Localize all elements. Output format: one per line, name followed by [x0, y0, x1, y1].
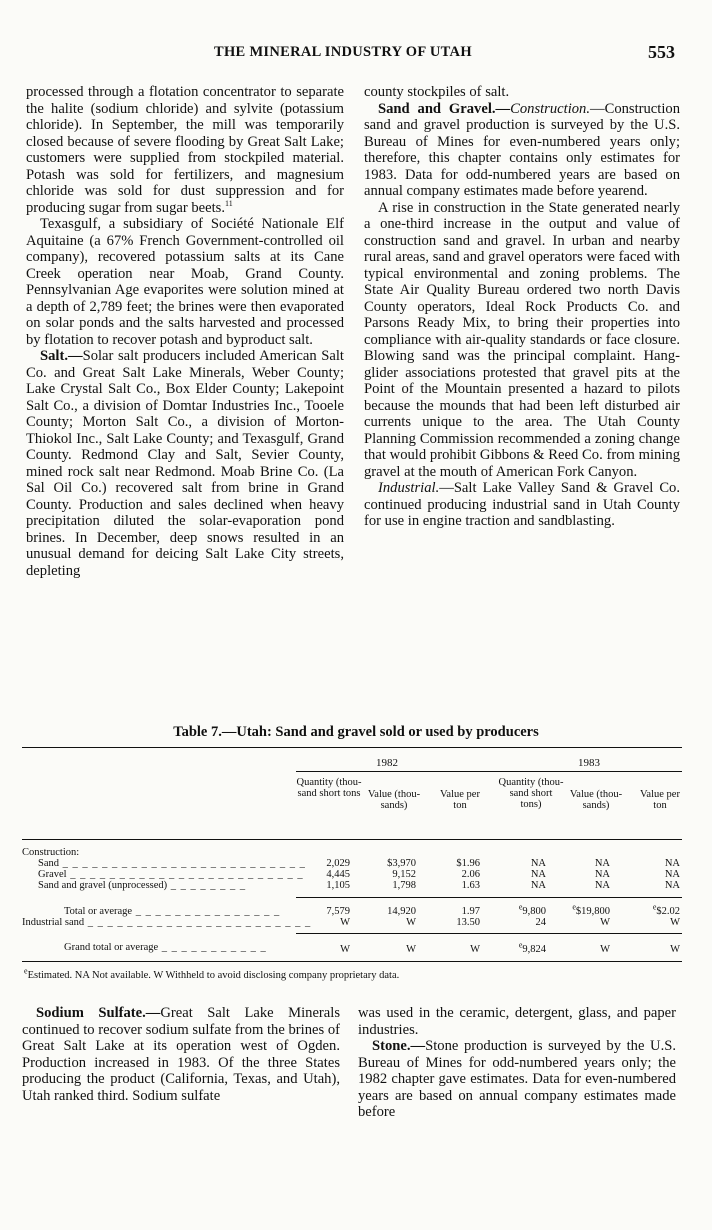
- table-cell: 1.63: [461, 880, 480, 891]
- section-heading: Sand and Gravel.—: [378, 100, 511, 117]
- col-head-quantity-1982: Quantity (thou-sand short tons: [296, 777, 362, 799]
- table-cell: 1,798: [392, 880, 416, 891]
- table-cell: 2.06: [461, 869, 480, 880]
- table-title: Table 7.—Utah: Sand and gravel sold or used by producers: [173, 724, 539, 740]
- paragraph-salt: Salt.—Solar salt producers included American Salt Co. and Great Salt Lake Minerals, Weber County; Lake Crystal Salt Co., Box Elder County; Lakepoint Salt Co., a division of Domtar Industries Inc., Tooele County; Morton Salt Co., a division of Morton-Thiokol Inc., Salt Lake County; and Texasgulf, Grand County. Redmond Clay and Salt, Sevier County, mined rock salt near Redmond. Moab Brine Co. (La Sal Oil Co.) recovered salt from brine in Grand County. Production and sales declined when heavy precipitation diluted the solar-evaporation pond brines. In December, deep snows resulted in an unusual demand for deicing Salt Lake City streets, depleting: [26, 348, 344, 579]
- table-cell: 13.50: [456, 917, 480, 928]
- table-cell: W: [600, 944, 610, 955]
- table-cell: 1.97: [461, 906, 480, 917]
- table-cell: W: [340, 944, 350, 955]
- year-1983: 1983: [578, 757, 600, 769]
- table-row-label: Gravel _ _ _ _ _ _ _ _ _ _ _ _ _ _ _ _ _ _ _ _ _ _ _ _: [38, 869, 304, 880]
- row-label-construction: Construction:: [22, 847, 80, 858]
- section-heading: Stone.—: [372, 1038, 426, 1054]
- table-cell: NA: [530, 880, 546, 891]
- table-bottom-rule: [22, 961, 682, 962]
- running-title: THE MINERAL INDUSTRY OF UTAH: [214, 44, 472, 60]
- paragraph: A rise in construction in the State generated nearly a one-third increase in the output and value of construction sand and gravel. In urban and nearby rural areas, sand and gravel operators were faced with typical environmental and zoning problems. The State Air Quality Bureau ordered two north Davis County operators, Ideal Rock Products Co. and Parsons Ready Mix, to bring their properties into compliance with air-quality standards or face closure. Blowing sand was the principal complaint. Hang-glider associations protested that gravel pits at the Point of the Mountain presented a hazard to pilots because the mounds that had been left disturbed air currents unique to the area. The Utah County Planning Commission recommended a zoning change that would prohibit Gibbons & Reed Co. from mining gravel at the mouth of American Fork Canyon.: [364, 199, 680, 480]
- table-cell: $3,970: [387, 858, 416, 869]
- section-heading: Salt.—: [40, 348, 83, 364]
- table-cell: 1,105: [326, 880, 350, 891]
- column-2: [364, 84, 680, 530]
- year-1982: 1982: [376, 757, 398, 769]
- paragraph-sodium-sulfate: Sodium Sulfate.—Great Salt Lake Minerals continued to recover sodium sulfate from the brines of Great Salt Lake at its operation west of Ogden. Production increased in 1983. Of the three States producing the product (California, Texas, and Utah), Utah ranked third. Sodium sulfate: [22, 1005, 340, 1104]
- col-head-per-ton-1983: Value per ton: [640, 789, 680, 811]
- column-4: [358, 1005, 676, 1121]
- table-cell: 7,579: [326, 906, 350, 917]
- table-cell: $^e$\$2.02: [652, 902, 680, 917]
- section-heading: Sodium Sulfate.—: [36, 1005, 161, 1021]
- col-head-quantity-1983: Quantity (thou-sand short tons): [498, 777, 564, 810]
- table-cell: NA: [530, 869, 546, 880]
- col-head-value-1983: Value (thou-sands): [569, 789, 623, 811]
- subtotal-rule: [296, 897, 682, 898]
- paragraph: was used in the ceramic, detergent, glass, and paper industries.: [358, 1005, 676, 1038]
- table-cell: W: [470, 944, 480, 955]
- table-cell: NA: [530, 858, 546, 869]
- table-footnote: $^e$Estimated. NA Not available. W Withheld to avoid disclosing company proprietary data.: [24, 966, 400, 981]
- table-cell: NA: [664, 880, 680, 891]
- table-row-label: Sand _ _ _ _ _ _ _ _ _ _ _ _ _ _ _ _ _ _ _ _ _ _ _ _ _: [38, 858, 306, 869]
- subsection-heading: Industrial.: [378, 480, 440, 496]
- col-head-value-1982: Value (thou-sands): [367, 789, 421, 811]
- table-cell: NA: [664, 869, 680, 880]
- page-number: 553: [648, 42, 675, 62]
- paragraph: county stockpiles of salt.: [364, 84, 510, 100]
- total-rule: [296, 933, 682, 934]
- table-cell: W: [340, 917, 350, 928]
- paragraph-industrial: Industrial.—Salt Lake Valley Sand & Gravel Co. continued producing industrial sand in Utah County for use in engine traction and sandblasting.: [364, 480, 680, 529]
- table-cell: $^e$9,800: [518, 902, 546, 917]
- table-row-label: Total or average _ _ _ _ _ _ _ _ _ _ _ _ _ _ _: [64, 906, 281, 917]
- table-cell: 14,920: [387, 906, 416, 917]
- table-cell: W: [600, 917, 610, 928]
- header-rule: [296, 771, 682, 772]
- subsection-heading: Construction.: [510, 100, 590, 117]
- header-bottom-rule: [22, 839, 682, 840]
- table-cell: W: [670, 944, 680, 955]
- paragraph: processed through a flotation concentrator to separate the halite (sodium chloride) and sylvite (potassium chloride). In September, the mill was temporarily closed because of severe flooding by Great Salt Lake; customers were supplied from stockpiled material. Potash was sold for fertilizers, and magnesium chloride was sold for dust suppression and for producing sugar from sugar beets.$^{11}$: [26, 84, 344, 216]
- paragraph: Texasgulf, a subsidiary of Société Nationale Elf Aquitaine (a 67% French Government-controlled oil company), recovered potassium salts at its Cane Creek operation near Moab, Grand County. Pennsylvanian Age evaporites were solution mined at a depth of 2,789 feet; the brines were then evaporated on solar ponds and the salts harvested and processed by flotation to recover potash and byproduct salt.: [26, 216, 344, 348]
- table-row-label: Sand and gravel (unprocessed) _ _ _ _ _ _ _ _: [38, 880, 247, 891]
- table-cell: NA: [594, 869, 610, 880]
- table-cell: W: [670, 917, 680, 928]
- footnote-ref: 11: [225, 198, 233, 208]
- table-cell: W: [406, 917, 416, 928]
- table-cell: NA: [594, 858, 610, 869]
- table-top-rule: [22, 747, 682, 748]
- table-cell: NA: [664, 858, 680, 869]
- table-cell: $^e$\$19,800: [572, 902, 610, 917]
- paragraph-sand-gravel: Sand and Gravel.—Construction.—Construction sand and gravel production is surveyed by the U.S. Bureau of Mines for even-numbered years only; therefore, this chapter contains only estimates for 1983. Data for odd-numbered years are based on annual company estimates made before yearend.: [364, 100, 680, 199]
- table-cell: 2,029: [326, 858, 350, 869]
- data-table: [22, 747, 682, 962]
- table-cell: NA: [594, 880, 610, 891]
- paragraph-stone: Stone.—Stone production is surveyed by the U.S. Bureau of Mines for odd-numbered years only; the 1982 chapter gave estimates. Data for even-numbered years are based on annual company estimates made before: [358, 1038, 676, 1120]
- table-cell: 9,152: [392, 869, 416, 880]
- table-cell: 24: [535, 917, 546, 928]
- col-head-per-ton-1982: Value per ton: [440, 789, 480, 811]
- page-header: [0, 44, 712, 64]
- table-cell: W: [406, 944, 416, 955]
- column-3: [22, 1005, 340, 1104]
- table-row-label: Industrial sand _ _ _ _ _ _ _ _ _ _ _ _ _ _ _ _ _ _ _ _ _ _ _: [22, 917, 312, 928]
- table-row-label: Grand total or average _ _ _ _ _ _ _ _ _ _ _: [64, 942, 267, 953]
- table-cell: 4,445: [326, 869, 350, 880]
- table-cell: $1.96: [456, 858, 480, 869]
- column-1: [26, 84, 344, 579]
- table-cell: $^e$9,824: [518, 940, 546, 955]
